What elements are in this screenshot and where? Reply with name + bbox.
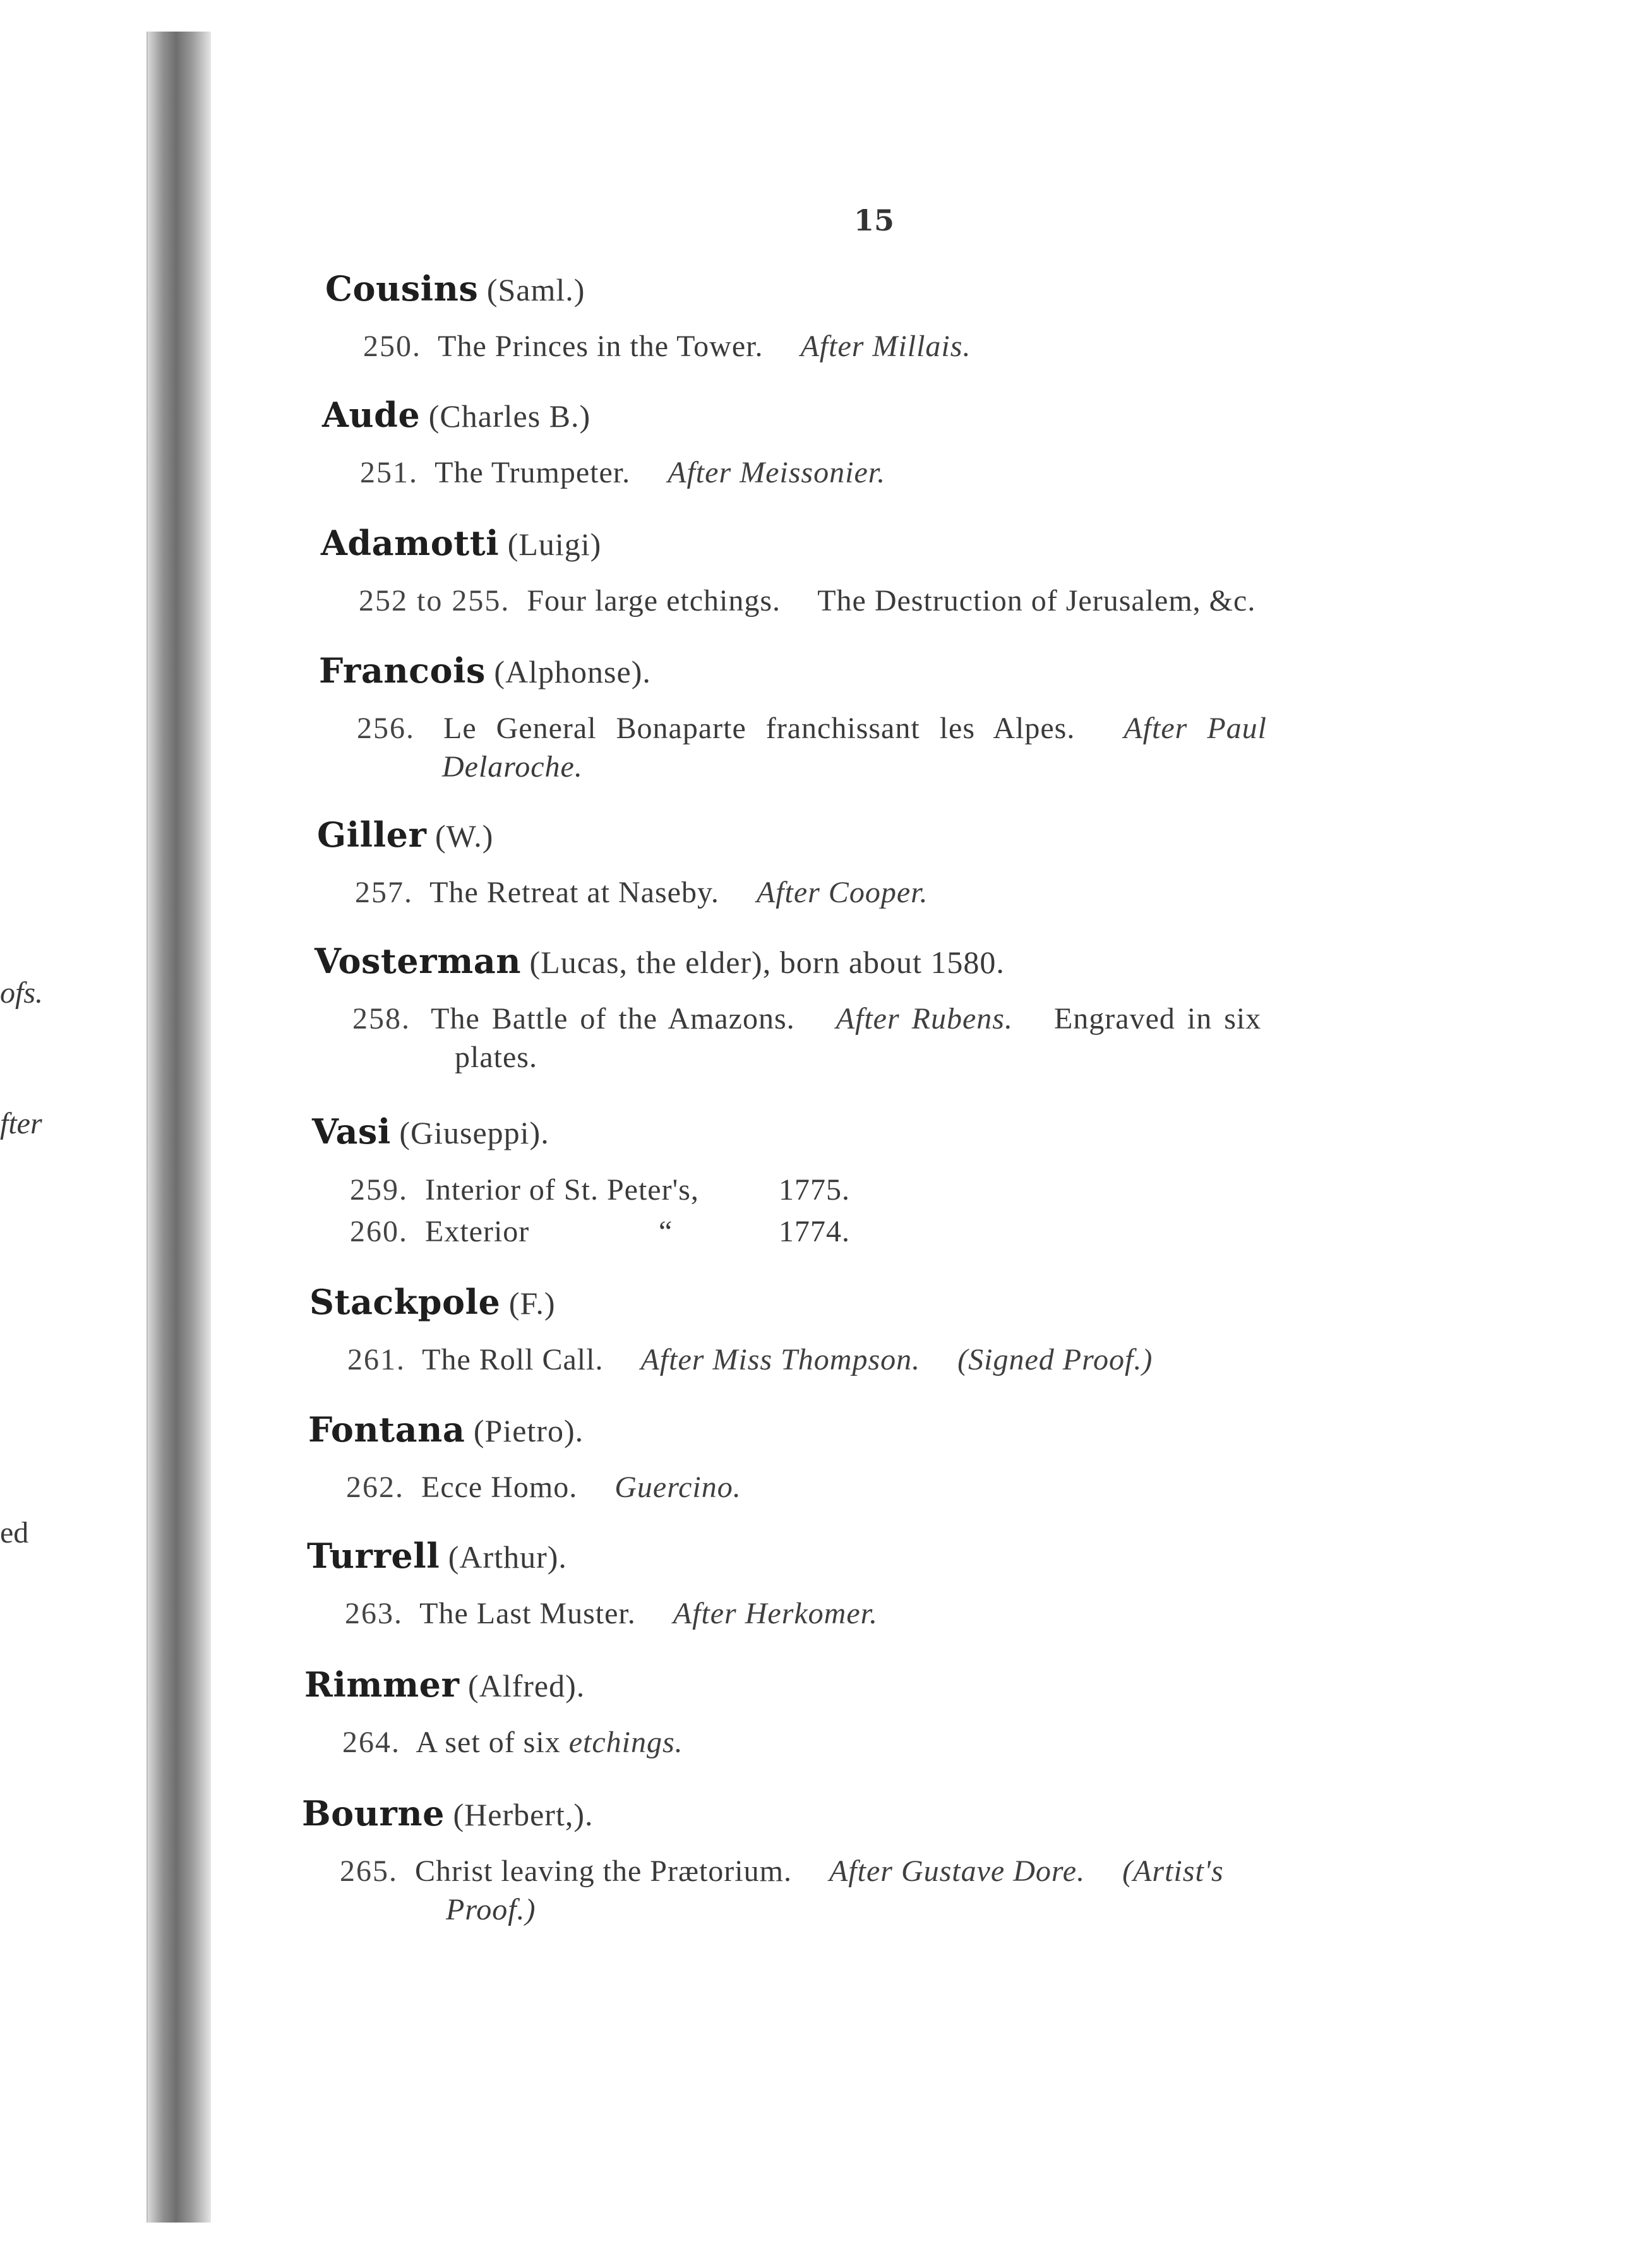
artist-name: Giller bbox=[317, 815, 427, 855]
entry-stackpole bbox=[309, 1282, 1153, 1380]
entry-turrell bbox=[307, 1536, 878, 1634]
artist-heading bbox=[312, 1111, 850, 1152]
artist-heading bbox=[304, 1664, 683, 1705]
artist-detail: (Arthur). bbox=[448, 1539, 567, 1575]
item-note: (Artist's bbox=[1122, 1854, 1224, 1888]
item-attribution: After Gustave Dore. bbox=[829, 1854, 1086, 1888]
item-attribution: After Meissonier. bbox=[668, 456, 886, 489]
artist-name: Stackpole bbox=[309, 1282, 501, 1322]
catalogue-item bbox=[312, 1211, 850, 1253]
item-year: 1774. bbox=[779, 1215, 850, 1248]
artist-heading bbox=[315, 941, 1261, 981]
artist-detail: (Alfred). bbox=[467, 1668, 585, 1704]
item-number: 265. bbox=[340, 1854, 398, 1888]
artist-heading bbox=[307, 1536, 878, 1576]
item-title: The Last Muster. bbox=[419, 1597, 636, 1630]
item-note-continued: Proof.) bbox=[446, 1893, 536, 1926]
artist-detail: (Luigi) bbox=[507, 527, 602, 562]
artist-detail: (Pietro). bbox=[473, 1413, 584, 1448]
item-number: 258. bbox=[352, 1002, 410, 1036]
artist-detail: (Giuseppi). bbox=[399, 1115, 549, 1150]
catalogue-item bbox=[302, 1851, 1224, 1892]
artist-detail: (F.) bbox=[508, 1286, 556, 1321]
item-title: The Retreat at Naseby. bbox=[429, 876, 719, 909]
item-note: (Signed Proof.) bbox=[957, 1343, 1153, 1376]
artist-name: Aude bbox=[322, 395, 421, 435]
facing-page-fragment-1: ofs. bbox=[0, 976, 44, 1010]
item-title: Interior of St. Peter's, bbox=[425, 1173, 699, 1207]
entry-bourne bbox=[302, 1793, 1224, 1928]
item-attribution: After Paul bbox=[1124, 712, 1267, 745]
item-title: Ecce Homo. bbox=[421, 1471, 578, 1504]
item-title: A set of six bbox=[416, 1726, 561, 1759]
entry-vosterman bbox=[315, 941, 1261, 1076]
item-attribution: After Miss Thompson. bbox=[640, 1343, 921, 1376]
artist-name: Vasi bbox=[312, 1111, 391, 1152]
item-number: 262. bbox=[346, 1471, 404, 1504]
artist-detail: (Herbert,). bbox=[453, 1797, 594, 1832]
item-extra: The Destruction of Jerusalem, &c. bbox=[817, 584, 1256, 618]
item-medium: etchings. bbox=[568, 1726, 683, 1759]
artist-heading bbox=[317, 815, 928, 855]
artist-detail: (Saml.) bbox=[486, 272, 585, 307]
artist-name: Fontana bbox=[308, 1409, 465, 1450]
entry-francois bbox=[319, 650, 1267, 785]
item-attribution: After Rubens. bbox=[836, 1002, 1013, 1036]
artist-heading bbox=[319, 650, 1267, 691]
artist-name: Turrell bbox=[307, 1536, 440, 1576]
catalogue-item bbox=[307, 1594, 878, 1634]
item-attribution: After Millais. bbox=[800, 330, 971, 363]
item-title: The Battle of the Amazons. bbox=[431, 1002, 795, 1036]
artist-detail: (Lucas, the elder), born about 1580. bbox=[529, 945, 1005, 980]
item-attribution: Guercino. bbox=[614, 1471, 741, 1504]
catalogue-item bbox=[309, 1340, 1153, 1380]
item-continuation bbox=[302, 1892, 1224, 1928]
artist-name: Cousins bbox=[325, 268, 479, 309]
artist-heading bbox=[308, 1409, 741, 1450]
catalogue-item bbox=[322, 453, 885, 493]
artist-name: Francois bbox=[319, 650, 486, 691]
catalogue-item bbox=[308, 1467, 741, 1508]
item-title: Four large etchings. bbox=[527, 584, 781, 618]
item-number: 250. bbox=[363, 330, 421, 363]
artist-heading bbox=[302, 1793, 1224, 1834]
catalogue-item bbox=[325, 326, 971, 367]
page-number: 15 bbox=[854, 203, 895, 237]
item-title: Exterior bbox=[425, 1215, 530, 1248]
entry-adamotti bbox=[321, 523, 1255, 621]
catalogue-item bbox=[319, 708, 1267, 749]
item-number: 260. bbox=[350, 1215, 408, 1248]
entry-vasi bbox=[312, 1111, 850, 1253]
artist-detail: (Charles B.) bbox=[428, 398, 591, 434]
entry-cousins bbox=[325, 268, 971, 367]
item-number: 252 to 255. bbox=[359, 584, 510, 618]
item-number: 261. bbox=[347, 1343, 405, 1376]
item-title: The Trumpeter. bbox=[434, 456, 631, 489]
artist-name: Bourne bbox=[302, 1793, 445, 1834]
artist-name: Vosterman bbox=[315, 941, 521, 981]
entry-rimmer bbox=[304, 1664, 683, 1763]
item-extra-continued: plates. bbox=[455, 1041, 537, 1074]
artist-name: Rimmer bbox=[304, 1664, 460, 1705]
item-number: 259. bbox=[350, 1173, 408, 1207]
entry-aude bbox=[322, 395, 885, 493]
artist-name: Adamotti bbox=[321, 523, 500, 563]
item-title: Le General Bonaparte franchissant les Alpes. bbox=[443, 712, 1076, 745]
item-title: The Roll Call. bbox=[422, 1343, 604, 1376]
catalogue-item bbox=[304, 1722, 683, 1763]
item-number: 251. bbox=[360, 456, 418, 489]
item-number: 256. bbox=[357, 712, 415, 745]
item-title: Christ leaving the Prætorium. bbox=[415, 1854, 792, 1888]
catalogue-item bbox=[315, 999, 1261, 1039]
item-extra: Engraved in six bbox=[1053, 1002, 1262, 1036]
item-number: 264. bbox=[342, 1726, 400, 1759]
artist-detail: (W.) bbox=[434, 818, 494, 854]
item-title: The Princes in the Tower. bbox=[438, 330, 764, 363]
item-year: 1775. bbox=[779, 1173, 850, 1207]
item-number: 257. bbox=[355, 876, 413, 909]
item-attribution-continued: Delaroche. bbox=[442, 750, 583, 784]
artist-heading bbox=[322, 395, 885, 435]
item-continuation bbox=[319, 749, 1267, 785]
entry-fontana bbox=[308, 1409, 741, 1508]
artist-heading bbox=[325, 268, 971, 309]
item-attribution: After Cooper. bbox=[756, 876, 928, 909]
artist-heading bbox=[309, 1282, 1153, 1322]
catalogue-item bbox=[317, 873, 928, 913]
item-attribution: After Herkomer. bbox=[673, 1597, 878, 1630]
ditto-mark: “ bbox=[659, 1215, 673, 1248]
facing-page-fragment-3: ed bbox=[0, 1516, 29, 1549]
catalogue-item bbox=[312, 1169, 850, 1211]
catalogue-item bbox=[321, 581, 1255, 621]
facing-page-fragment-2: fter bbox=[0, 1107, 42, 1140]
entry-giller bbox=[317, 815, 928, 913]
item-continuation bbox=[315, 1039, 1261, 1076]
artist-detail: (Alphonse). bbox=[494, 654, 651, 689]
binding-gutter bbox=[148, 32, 211, 2223]
item-number: 263. bbox=[345, 1597, 403, 1630]
artist-heading bbox=[321, 523, 1255, 563]
